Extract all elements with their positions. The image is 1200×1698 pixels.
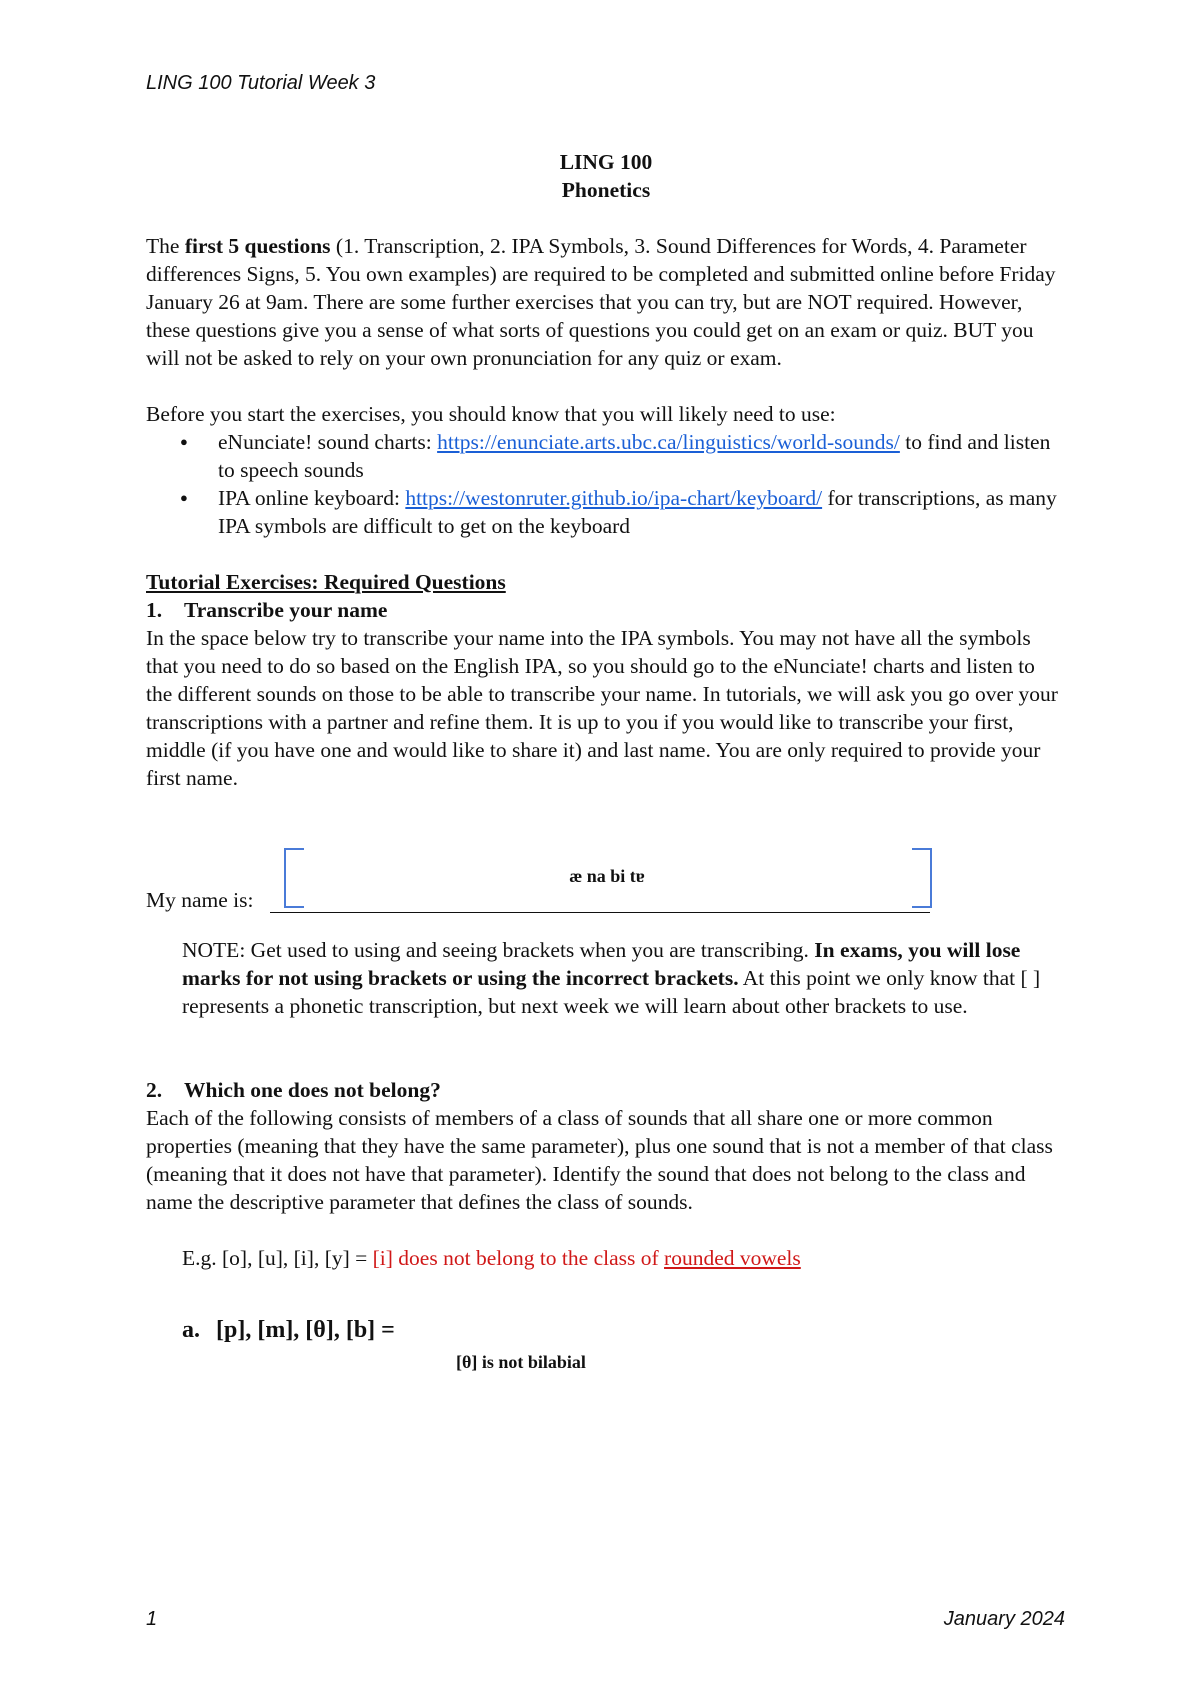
intro-paragraph: The first 5 questions (1. Transcription, 2. IPA Symbols, 3. Sound Differences for Words, 4. Parameter differences Signs, 5. You own examples) are required to be completed and submitted online before Friday January 26 at 9am. There are some further exercises that you can try, but are NOT required. However, these questions give you a sense of what sorts of questions you could get on an exam or quiz. BUT you will not be asked to rely on your own pronunciation for any quiz or exam. bbox=[146, 234, 1056, 370]
enunciate-link[interactable]: https://enunciate.arts.ubc.ca/linguistics/world-sounds/ bbox=[437, 430, 900, 454]
doc-title: LING 100 bbox=[559, 150, 653, 174]
question-1-heading: 1. Transcribe your name bbox=[146, 598, 388, 622]
tools-intro: Before you start the exercises, you should know that you will likely need to use: bbox=[146, 402, 836, 426]
left-bracket-shape bbox=[284, 848, 304, 908]
example-line: E.g. [o], [u], [i], [y] = [i] does not belong to the class of rounded vowels bbox=[182, 1246, 801, 1270]
doc-subtitle: Phonetics bbox=[561, 178, 651, 202]
question-1-body: In the space below try to transcribe your name into the IPA symbols. You may not have all the symbols that you need to do so based on the English IPA, so you should go to the eNunciate! charts and listen to the different sounds on those to be able to transcribe your name. In tutorials, we will ask you go over your transcriptions with a partner and refine them. It is up to you if you would like to transcribe your first, middle (if you have one and would like to share it) and last name. You are only required to provide your first name. bbox=[146, 626, 1058, 790]
question-2-body: Each of the following consists of members of a class of sounds that all share one or more common properties (meaning that they have the same parameter), plus one sound that is not a member of that class (meaning that it does not have that parameter). Identify the sound that does not belong to the class and name the descriptive parameter that defines the class of sounds. bbox=[146, 1106, 1053, 1214]
answer-line bbox=[270, 912, 930, 913]
document-body bbox=[146, 148, 1066, 1376]
name-label: My name is: bbox=[146, 888, 254, 912]
note-paragraph: NOTE: Get used to using and seeing brackets when you are transcribing. In exams, you will lose marks for not using brackets or using the incorrect brackets. At this point we only know that [ ] represents a phonetic transcription, but next week we will learn about other brackets to use. bbox=[182, 938, 1041, 1018]
question-2a-answer[interactable]: [θ] is not bilabial bbox=[456, 1352, 586, 1372]
ipa-keyboard-link[interactable]: https://westonruter.github.io/ipa-chart/keyboard/ bbox=[405, 486, 823, 510]
section-heading: Tutorial Exercises: Required Questions bbox=[146, 570, 506, 594]
list-item: ● eNunciate! sound charts: https://enunciate.arts.ubc.ca/linguistics/world-sounds/ to find and listen to speech sounds bbox=[218, 428, 1066, 484]
question-2a: a. [p], [m], [θ], [b] = bbox=[182, 1317, 395, 1343]
name-transcription[interactable]: æ na bi tɐ bbox=[569, 866, 645, 886]
list-item: ● IPA online keyboard: https://westonruter.github.io/ipa-chart/keyboard/ for transcriptions, as many IPA symbols are difficult to get on the keyboard bbox=[218, 484, 1066, 540]
intro-bold: first 5 questions bbox=[184, 234, 331, 258]
name-answer-row bbox=[146, 828, 1066, 918]
question-2-heading: 2. Which one does not belong? bbox=[146, 1078, 441, 1102]
tools-list bbox=[146, 428, 1066, 540]
footer-date: January 2024 bbox=[943, 1608, 1065, 1630]
page-number: 1 bbox=[146, 1608, 158, 1630]
right-bracket-shape bbox=[912, 848, 932, 908]
running-header: LING 100 Tutorial Week 3 bbox=[146, 72, 376, 94]
